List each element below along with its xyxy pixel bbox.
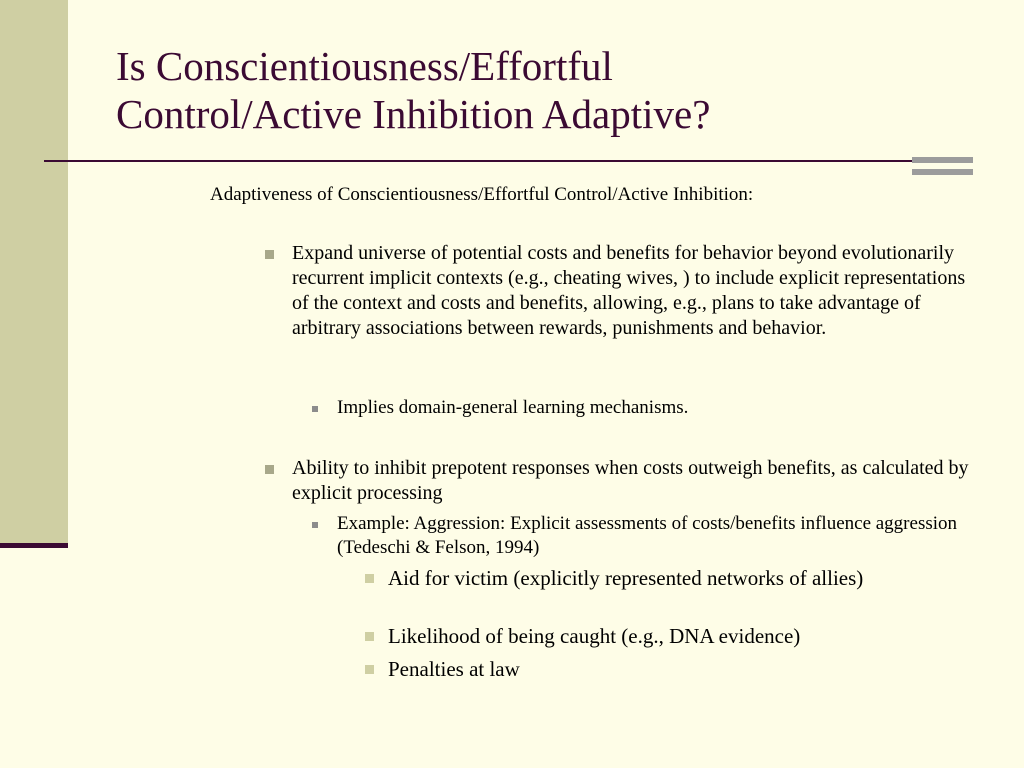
bullet-item [292, 456, 972, 506]
square-bullet-icon [365, 632, 374, 641]
bullet-item [292, 241, 972, 341]
square-bullet-icon [312, 522, 318, 528]
sub-bullet-item [337, 396, 967, 420]
sub-bullet-item [337, 512, 967, 560]
title-line-1: Is Conscientiousness/Effortful [116, 43, 613, 89]
title-line-2: Control/Active Inhibition Adaptive? [116, 91, 711, 137]
sub-sub-bullet-item [388, 624, 968, 649]
sub-bullet-text: Implies domain-general learning mechanisms. [337, 397, 689, 418]
sub-sub-bullet-item [388, 566, 968, 591]
square-bullet-icon [365, 574, 374, 583]
square-bullet-icon [265, 250, 274, 259]
square-bullet-icon [312, 406, 318, 412]
sub-bullet-text: Example: Aggression: Explicit assessments of costs/benefits influence aggression (Tedeschi & Felson, 1994) [337, 513, 958, 558]
square-bullet-icon [265, 465, 274, 474]
sub-sub-bullet-text: Likelihood of being caught (e.g., DNA evidence) [388, 624, 801, 648]
bullet-text: Ability to inhibit prepotent responses when costs outweigh benefits, as calculated by explicit processing [292, 457, 969, 504]
slide-subtitle: Adaptiveness of Conscientiousness/Effortful Control/Active Inhibition: [210, 184, 754, 205]
square-bullet-icon [365, 665, 374, 674]
sub-sub-bullet-text: Penalties at law [388, 657, 520, 681]
sub-sub-bullet-item [388, 657, 968, 682]
sub-sub-bullet-text: Aid for victim (explicitly represented networks of allies) [388, 566, 864, 590]
bullet-text: Expand universe of potential costs and benefits for behavior beyond evolutionarily recurrent implicit contexts (e.g., cheating wives, ) to include explicit representations of the context and costs and benefits, allowing, e.g., plans to take advantage of arbitrary associations between rewards, punishments and behavior. [292, 242, 966, 339]
